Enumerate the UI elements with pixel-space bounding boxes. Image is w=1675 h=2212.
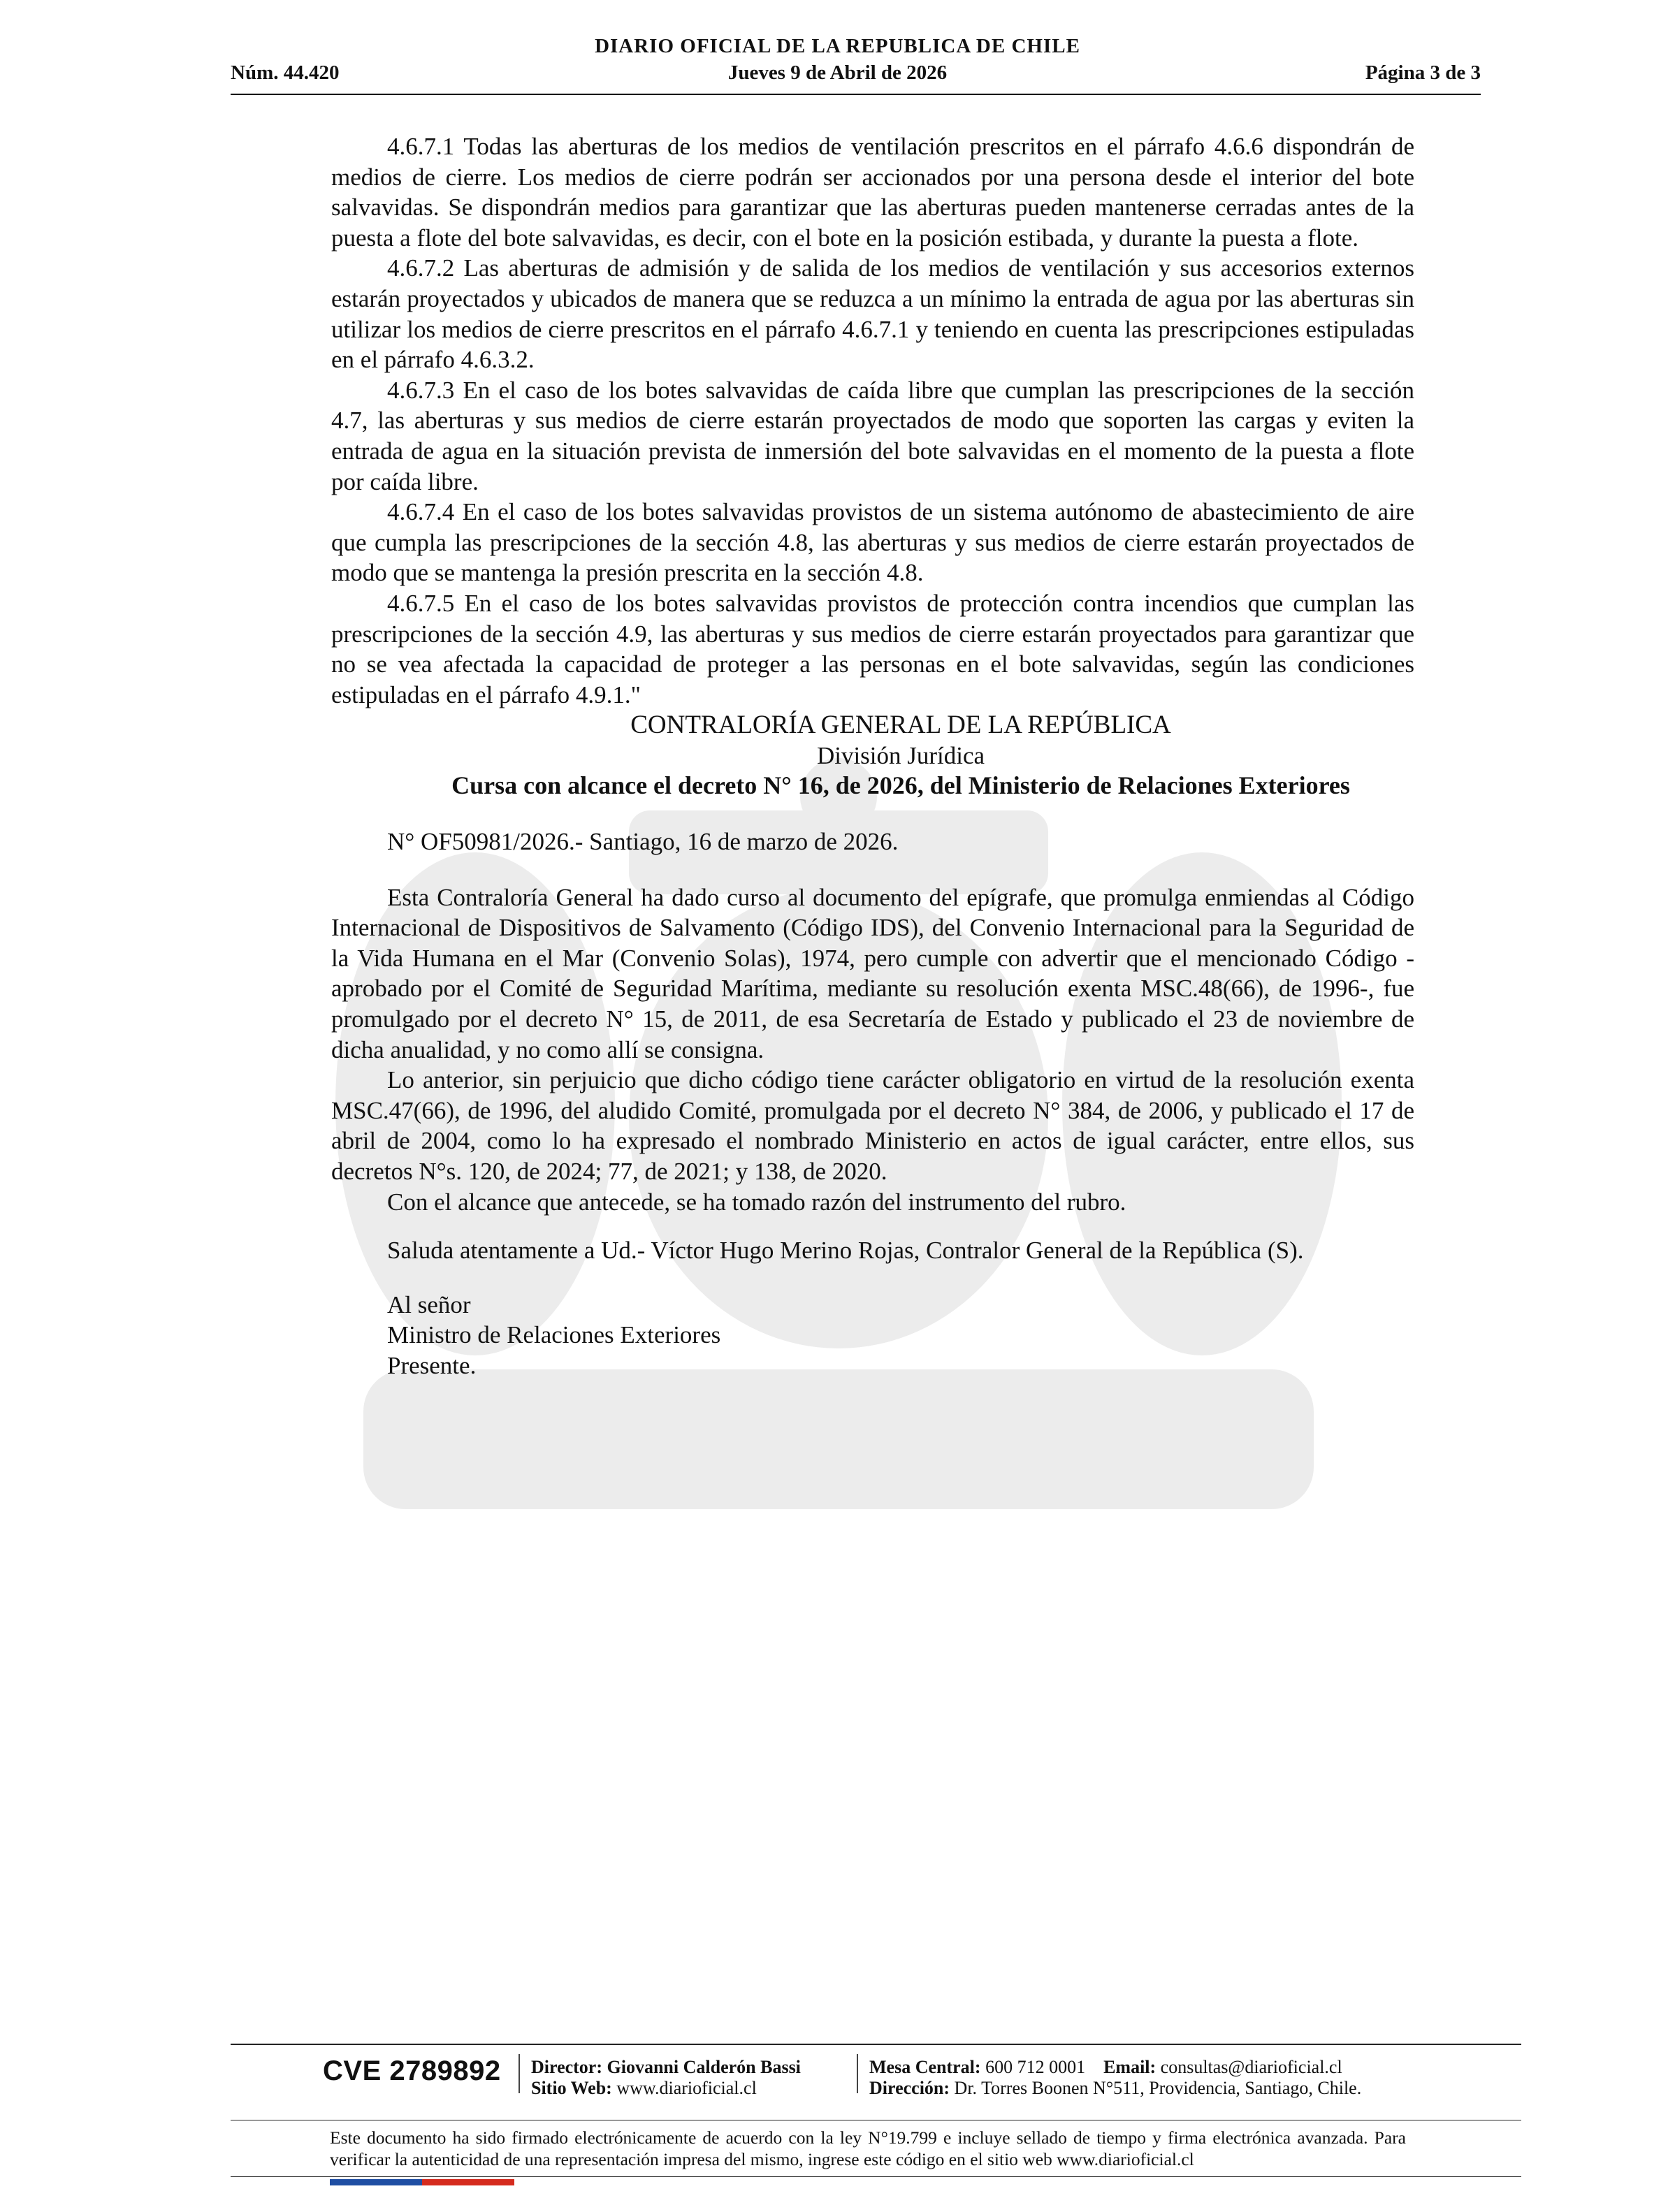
section-subtitle: División Jurídica — [816, 741, 985, 769]
flag-stripe-red — [422, 2179, 514, 2185]
director-name: Giovanni Calderón Bassi — [607, 2057, 801, 2077]
paragraph: 4.6.7.5 En el caso de los botes salvavidas provistos de protección contra incendios que cumplan las prescripciones de la sección 4.9, las aberturas y sus medios de cierre estarán proyectados para garantizar que no se vea afectada la capacidad de proteger a las personas en el bote salvavidas, según las condiciones estipuladas en el párrafo 4.9.1." — [331, 589, 1414, 708]
signature-notice: Este documento ha sido firmado electrónicamente de acuerdo con la ley N°19.799 e incluye sellado de tiempo y firma electrónica avanzada. Para verificar la autenticidad de una representación impresa del mismo, ingrese este código en el sitio web www.diarioficial.cl — [330, 2127, 1406, 2169]
reference-line: N° OF50981/2026.- Santiago, 16 de marzo de 2026. — [387, 828, 899, 856]
cve-code: CVE 2789892 — [323, 2055, 501, 2086]
chile-flag-stripe — [330, 2179, 514, 2185]
paragraph: 4.6.7.4 En el caso de los botes salvavidas provistos de un sistema autónomo de abastecimiento de aire que cumpla las prescripciones de la sección 4.8, las aberturas y sus medios de cierre estarán proyectados de modo que se mantenga la presión prescrita en la sección 4.8. — [331, 498, 1414, 587]
addressee-line: Ministro de Relaciones Exteriores — [387, 1321, 721, 1349]
issue-number: Núm. 44.420 — [231, 61, 340, 84]
footer-separator — [519, 2054, 520, 2093]
web-label: Sitio Web: — [531, 2078, 612, 2098]
footer-separator — [857, 2054, 858, 2093]
mesa-phone: 600 712 0001 — [985, 2057, 1086, 2077]
issue-date: Jueves 9 de Abril de 2026 — [727, 61, 948, 84]
footer-divider — [231, 2176, 1521, 2177]
paragraph: Lo anterior, sin perjuicio que dicho código tiene carácter obligatorio en virtud de la resolución exenta MSC.47(66), de 1996, del aludido Comité, promulgada por el decreto N° 384, de 2006, y publicado el 17 de abril de 2004, como lo ha expresado el nombrado Ministerio en actos de igual carácter, entre ellos, sus decretos N°s. 120, de 2024; 77, de 2021; y 138, de 2020. — [331, 1066, 1414, 1185]
signature-line: Saluda atentamente a Ud.- Víctor Hugo Merino Rojas, Contralor General de la República (S). — [387, 1237, 1304, 1265]
footer-contact-block — [869, 2057, 1361, 2099]
paragraph: Esta Contraloría General ha dado curso al documento del epígrafe, que promulga enmiendas al Código Internacional de Dispositivos de Salvamento (Código IDS), del Convenio Internacional para la Seguridad de la Vida Humana en el Mar (Convenio Solas), 1974, pero cumple con advertir que el mencionado Código -aprobado por el Comité de Seguridad Marítima, mediante su resolución exenta MSC.48(66), de 1996-, fue promulgado por el decreto N° 15, de 2011, de esa Secretaría de Estado y publicado el 23 de noviembre de dicha anualidad, y no como allí se consigna. — [331, 883, 1414, 1063]
section-title: CONTRALORÍA GENERAL DE LA REPÚBLICA — [630, 711, 1171, 740]
document-body — [331, 131, 1414, 1381]
mesa-label: Mesa Central: — [869, 2057, 981, 2077]
address-label: Dirección: — [869, 2078, 950, 2098]
paragraph: 4.6.7.2 Las aberturas de admisión y de salida de los medios de ventilación y sus accesorios externos estarán proyectados y ubicados de manera que se reduzca a un mínimo la entrada de agua por las aberturas sin utilizar los medios de cierre prescritos en el párrafo 4.6.7.1 y teniendo en cuenta las prescripciones estipuladas en el párrafo 4.6.3.2. — [331, 254, 1414, 374]
email-label: Email: — [1103, 2057, 1156, 2077]
decree-heading: Cursa con alcance el decreto N° 16, de 2026, del Ministerio de Relaciones Exteriores — [451, 771, 1350, 800]
email-link[interactable]: consultas@diarioficial.cl — [1160, 2057, 1342, 2077]
flag-stripe-blue — [330, 2179, 422, 2185]
addressee-line: Presente. — [387, 1351, 477, 1379]
gazette-title: DIARIO OFICIAL DE LA REPUBLICA DE CHILE — [595, 35, 1080, 57]
footer-director-block — [531, 2057, 801, 2099]
page-indicator: Página 3 de 3 — [1365, 61, 1481, 84]
header-divider — [231, 94, 1481, 95]
web-link[interactable]: www.diarioficial.cl — [616, 2078, 757, 2098]
footer-divider — [231, 2044, 1521, 2045]
addressee-line: Al señor — [387, 1290, 471, 1318]
address-value: Dr. Torres Boonen N°511, Providencia, Santiago, Chile. — [954, 2078, 1362, 2098]
director-label: Director: — [531, 2057, 603, 2077]
paragraph: Con el alcance que antecede, se ha tomado razón del instrumento del rubro. — [387, 1188, 1126, 1216]
paragraph: 4.6.7.3 En el caso de los botes salvavidas de caída libre que cumplan las prescripciones de la sección 4.7, las aberturas y sus medios de cierre estarán proyectados de modo que soporten las cargas y eviten la entrada de agua en la situación prevista de inmersión del bote salvavidas en el momento de la puesta a flote por caída libre. — [331, 376, 1414, 495]
paragraph: 4.6.7.1 Todas las aberturas de los medios de ventilación prescritos en el párrafo 4.6.6 dispondrán de medios de cierre. Los medios de cierre podrán ser accionados por una persona desde el interior del bote salvavidas. Se dispondrán medios para garantizar que las aberturas pueden mantenerse cerradas antes de la puesta a flote del bote salvavidas, es decir, con el bote en la posición estibada, y durante la puesta a flote. — [331, 133, 1414, 252]
